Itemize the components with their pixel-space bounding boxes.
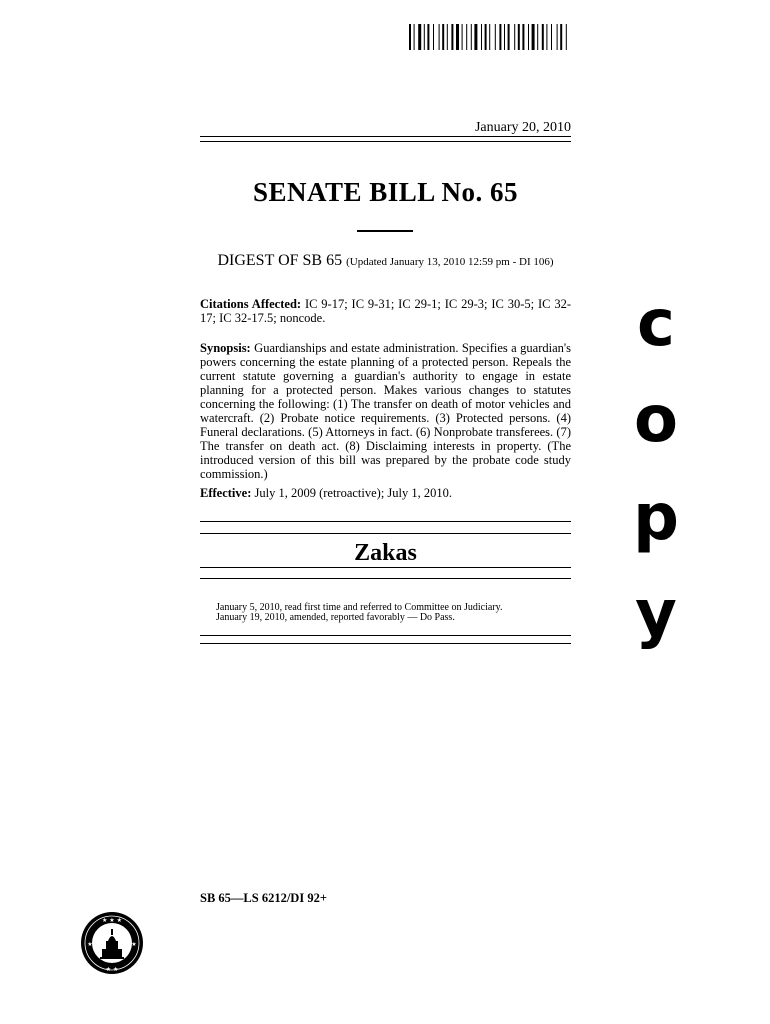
divider	[200, 533, 571, 534]
action-item: January 19, 2010, amended, reported favorably — Do Pass.	[216, 612, 455, 623]
divider	[200, 635, 571, 636]
document-date: January 20, 2010	[474, 120, 571, 135]
action-list	[216, 603, 502, 623]
barcode-icon	[409, 24, 591, 50]
copy-letter-y: y	[635, 577, 677, 651]
title-underline	[357, 230, 413, 232]
bill-footer-code: SB 65—LS 6212/DI 92+	[200, 891, 327, 905]
digest-heading	[200, 252, 571, 270]
synopsis-text: Guardianships and estate administration. Specifies a guardian's powers concerning the estate planning of a protected person. Repeals the current statute governing a guardian's authority to engage in estate planning for a protected person. Makes various changes to statutes concerning the following: (1) The transfer on death of motor vehicles and watercraft. (2) Probate notice requirements. (3) Protected persons. (4) Funeral declarations. (5) Attorneys in fact. (6) Nonprobate transferees. (7) The transfer on death act. (8) Disclaiming interests in property. (The introduced version of this bill was prepared by the probate code study commission.)	[200, 341, 572, 481]
state-seal-icon	[80, 911, 144, 975]
divider	[200, 136, 571, 137]
effective-paragraph	[200, 486, 571, 500]
bill-author: Zakas	[354, 540, 417, 566]
citations-text: IC 9-17; IC 9-31; IC 29-1; IC 29-3; IC 30-5; IC 32-17; IC 32-17.5; noncode.	[200, 297, 572, 325]
effective-text: July 1, 2009 (retroactive); July 1, 2010.	[254, 486, 453, 500]
digest-updated: (Updated January 13, 2010 12:59 pm - DI 106)	[346, 256, 554, 268]
synopsis-label: Synopsis:	[200, 341, 251, 355]
divider	[200, 578, 571, 579]
svg-text:★ ★ ★: ★ ★ ★	[102, 917, 122, 924]
copy-letter-o: o	[634, 383, 678, 457]
digest-main: DIGEST OF SB 65	[217, 252, 343, 269]
citations-label: Citations Affected:	[200, 297, 302, 311]
svg-text:★: ★	[131, 941, 137, 948]
copy-letter-c: c	[637, 287, 675, 361]
bill-title: SENATE BILL No. 65	[252, 177, 519, 207]
action-item: January 5, 2010, read first time and referred to Committee on Judiciary.	[216, 602, 503, 613]
effective-label: Effective:	[200, 486, 252, 500]
copy-letter-p: p	[633, 481, 679, 555]
divider	[200, 567, 571, 568]
divider	[200, 521, 571, 522]
citations-paragraph	[200, 297, 571, 325]
svg-text:★ ★: ★ ★	[105, 966, 119, 973]
svg-text:★: ★	[87, 941, 93, 948]
divider	[200, 141, 571, 142]
synopsis-paragraph	[200, 341, 571, 481]
divider	[200, 643, 571, 644]
